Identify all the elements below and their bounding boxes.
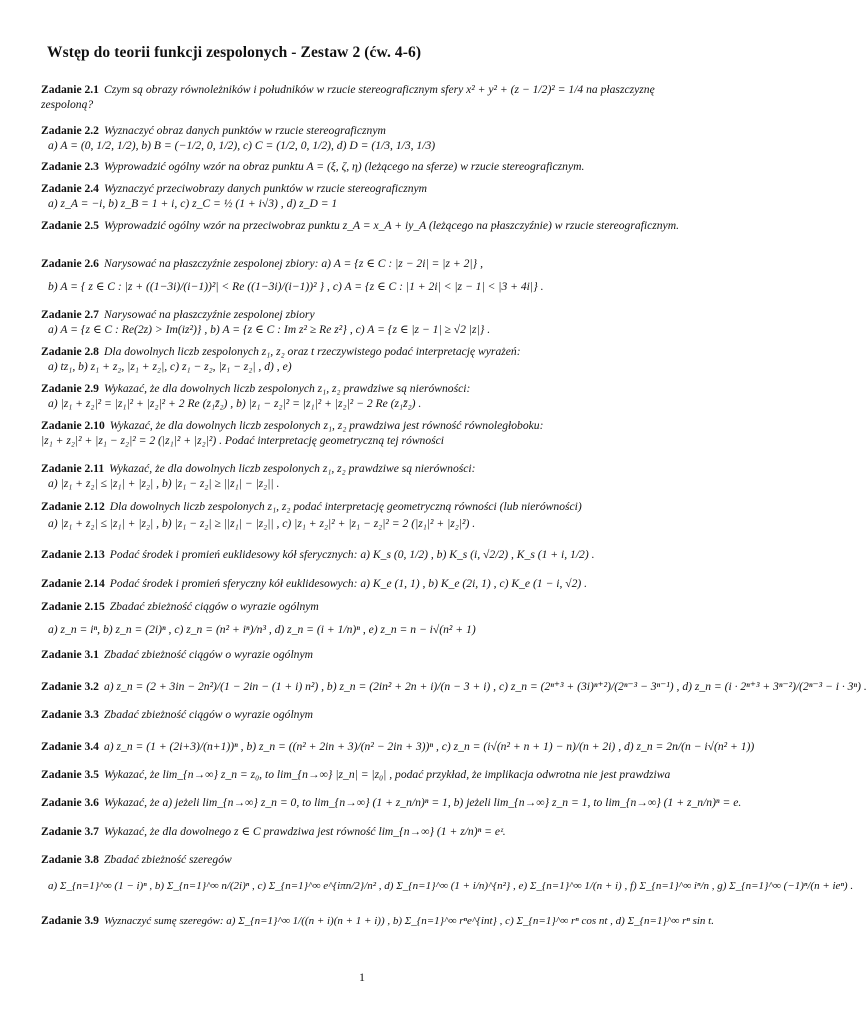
problem-3-8 bbox=[41, 852, 854, 894]
problem-text: Wyprowadzić ogólny wzór na przeciwobraz punktu z_A = x_A + iy_A (leżącego na płaszczyźnie) w rzucie stereograficznym. bbox=[103, 219, 679, 232]
problem-label: Zadanie 3.7 bbox=[41, 825, 99, 838]
problem-text: Wyznaczyć przeciwobrazy danych punktów w rzucie stereograficznym bbox=[103, 182, 428, 195]
problem-label: Zadanie 3.3 bbox=[41, 708, 99, 721]
problem-3-1 bbox=[41, 647, 691, 662]
problem-label: Zadanie 3.5 bbox=[41, 768, 99, 781]
problem-label: Zadanie 2.10 bbox=[41, 419, 105, 432]
problem-2-3 bbox=[41, 159, 691, 174]
problem-2-13 bbox=[41, 547, 691, 562]
problem-label: Zadanie 2.4 bbox=[41, 182, 99, 195]
problem-3-6 bbox=[41, 795, 742, 810]
problem-text: Narysować na płaszczyźnie zespolonej zbiory bbox=[103, 308, 315, 321]
problem-label: Zadanie 3.9 bbox=[41, 914, 99, 927]
problem-label: Zadanie 2.5 bbox=[41, 219, 99, 232]
problem-label: Zadanie 3.8 bbox=[41, 853, 99, 866]
problem-2-11 bbox=[41, 461, 691, 491]
problem-2-9 bbox=[41, 381, 691, 411]
problem-text: Zbadać zbieżność ciągów o wyrazie ogólnym bbox=[103, 648, 313, 661]
problem-2-2 bbox=[41, 123, 691, 153]
problem-2-6 bbox=[41, 256, 691, 294]
problem-subitems: a) |z₁ + z₂|² = |z₁|² + |z₂|² + 2 Re (z₁z̄₂) , b) |z₁ − z₂|² = |z₁|² + |z₂|² − 2 Re (z₁z̄₂) . bbox=[48, 397, 422, 410]
problem-3-4 bbox=[41, 739, 755, 754]
problem-text: Zbadać zbieżność ciągów o wyrazie ogólnym bbox=[103, 708, 313, 721]
problem-text: Dla dowolnych liczb zespolonych z₁, z₂ podać interpretację geometryczną równości (lub nierówności) bbox=[109, 500, 582, 513]
problem-text: Wyznaczyć sumę szeregów: a) Σ_{n=1}^∞ 1/((n + i)(n + 1 + i)) , b) Σ_{n=1}^∞ rⁿe^{int} , c) Σ_{n=1}^∞ rⁿ cos nt , d) Σ_{n=1}^∞ rⁿ sin t. bbox=[103, 915, 714, 927]
problem-subitems: a) A = (0, 1/2, 1/2), b) B = (−1/2, 0, 1/2), c) C = (1/2, 0, 1/2), d) D = (1/3, 1/3, 1/3) bbox=[48, 139, 436, 152]
problem-subitems: a) A = {z ∈ C : Re(2z) > Im(iz²)} , b) A = {z ∈ C : Im z² ≥ Re z²} , c) A = {z ∈ |z − 1| ≥ √2 |z|} . bbox=[48, 323, 491, 336]
problem-2-5 bbox=[41, 218, 691, 233]
problem-text: Wykazać, że dla dowolnych liczb zespolonych z₁, z₂ prawdziwa jest równość równoległoboku: bbox=[109, 419, 544, 432]
problem-label: Zadanie 3.2 bbox=[41, 680, 99, 693]
problem-3-9 bbox=[41, 913, 714, 929]
problem-subitems: a) tz₁, b) z₁ + z₂, |z₁ + z₂|, c) z₁ − z₂, |z₁ − z₂| , d) , e) bbox=[48, 360, 292, 373]
problem-label: Zadanie 2.8 bbox=[41, 345, 99, 358]
problem-2-1 bbox=[41, 82, 691, 112]
problem-text: a) z_n = (1 + (2i+3)/(n+1))ⁿ , b) z_n = ((n² + 2in + 3)/(n² − 2in + 3))ⁿ , c) z_n = (i√(n² + n + 1) − n)/(n + 2i) , d) z_n = 2n/(n − i√(n² + 1)) bbox=[103, 740, 755, 753]
problem-2-8 bbox=[41, 344, 691, 374]
problem-label: Zadanie 2.11 bbox=[41, 462, 105, 475]
problem-label: Zadanie 3.6 bbox=[41, 796, 99, 809]
problem-text: Wykazać, że dla dowolnych liczb zespolonych z₁, z₂ prawdziwe są nierówności: bbox=[103, 382, 471, 395]
problem-3-7 bbox=[41, 824, 691, 839]
problem-label: Zadanie 2.1 bbox=[41, 83, 99, 96]
problem-text: Wyznaczyć obraz danych punktów w rzucie stereograficznym bbox=[103, 124, 386, 137]
problem-subitems: a) z_n = iⁿ, b) z_n = (2i)ⁿ , c) z_n = (n² + iⁿ)/n³ , d) z_n = (i + 1/n)ⁿ , e) z_n = n − i√(n² + 1) bbox=[48, 623, 476, 636]
problem-2-10 bbox=[41, 418, 691, 448]
problem-label: Zadanie 3.4 bbox=[41, 740, 99, 753]
page-title: Wstęp do teorii funkcji zespolonych - Zestaw 2 (ćw. 4-6) bbox=[47, 44, 422, 61]
problem-text: Wyprowadzić ogólny wzór na obraz punktu A = (ξ, ζ, η) (leżącego na sferze) w rzucie stereograficznym. bbox=[103, 160, 585, 173]
problem-text: Zbadać zbieżność ciągów o wyrazie ogólnym bbox=[109, 600, 319, 613]
problem-subitems: b) A = { z ∈ C : |z + ((1−3i)/(i−1))²| < Re ((1−3i)/(i−1))² } , c) A = {z ∈ C : |1 + 2i| < |z − 1| < |3 + 4i|} . bbox=[48, 280, 544, 293]
problem-subitems: a) Σ_{n=1}^∞ (1 − i)ⁿ , b) Σ_{n=1}^∞ n/(2i)ⁿ , c) Σ_{n=1}^∞ e^{iπn/2}/n² , d) Σ_{n=1}^∞ (1 + i/n)^{n²} , e) Σ_{n=1}^∞ 1/(n + i) , f) Σ_{n=1}^∞ iⁿ/n , g) Σ_{n=1}^∞ (−1)ⁿ/(n + ieⁿ) . bbox=[48, 880, 854, 892]
problem-subitems: a) |z₁ + z₂| ≤ |z₁| + |z₂| , b) |z₁ − z₂| ≥ ||z₁| − |z₂|| , c) |z₁ + z₂|² + |z₁ − z₂|² = 2 (|z₁|² + |z₂|²) . bbox=[48, 517, 476, 530]
problem-text: Wykazać, że a) jeżeli lim_{n→∞} z_n = 0, to lim_{n→∞} (1 + z_n/n)ⁿ = 1, b) jeżeli lim_{n→∞} z_n = 1, to lim_{n→∞} (1 + z_n/n)ⁿ = e. bbox=[103, 796, 742, 809]
problem-2-4 bbox=[41, 181, 691, 211]
problem-label: Zadanie 2.7 bbox=[41, 308, 99, 321]
problem-subitems: |z₁ + z₂|² + |z₁ − z₂|² = 2 (|z₁|² + |z₂|²) . Podać interpretację geometryczną tej równości bbox=[41, 434, 445, 447]
problem-text: Dla dowolnych liczb zespolonych z₁, z₂ oraz t rzeczywistego podać interpretację wyrażeń: bbox=[103, 345, 521, 358]
problem-2-14 bbox=[41, 576, 691, 591]
problem-label: Zadanie 2.12 bbox=[41, 500, 105, 513]
problem-text: Wykazać, że dla dowolnego z ∈ C prawdziwa jest równość lim_{n→∞} (1 + z/n)ⁿ = eᶻ. bbox=[103, 825, 506, 838]
problem-label: Zadanie 2.15 bbox=[41, 600, 105, 613]
problem-label: Zadanie 2.13 bbox=[41, 548, 105, 561]
problem-text: Wykazać, że dla dowolnych liczb zespolonych z₁, z₂ prawdziwe są nierówności: bbox=[109, 462, 476, 475]
problem-3-3 bbox=[41, 707, 691, 722]
problem-subitems: a) z_A = −i, b) z_B = 1 + i, c) z_C = ½ (1 + i√3) , d) z_D = 1 bbox=[48, 197, 338, 210]
problem-label: Zadanie 2.6 bbox=[41, 257, 99, 270]
problem-text: a) z_n = (2 + 3in − 2n²)/(1 − 2in − (1 + i) n²) , b) z_n = (2in² + 2n + i)/(n − 3 + i) , c) z_n = (2ⁿ⁺³ + (3i)ⁿ⁺²)/(2ⁿ⁻³ − 3ⁿ⁻¹) , d) z_n = (i · 2ⁿ⁺³ + 3ⁿ⁻²)/(2ⁿ⁻³ − i · 3ⁿ) . bbox=[103, 680, 867, 693]
problem-text: Czym są obrazy równoleżników i południków w rzucie stereograficznym sfery x² + y² + (z − 1/2)² = 1/4 na płaszczyznę zespoloną? bbox=[41, 83, 655, 111]
problem-label: Zadanie 2.2 bbox=[41, 124, 99, 137]
problem-text: Narysować na płaszczyźnie zespolonej zbiory: a) A = {z ∈ C : |z − 2i| = |z + 2|} , bbox=[103, 257, 483, 270]
problem-label: Zadanie 2.9 bbox=[41, 382, 99, 395]
problem-label: Zadanie 2.3 bbox=[41, 160, 99, 173]
problem-3-5 bbox=[41, 767, 691, 782]
problem-2-7 bbox=[41, 307, 691, 337]
problem-text: Podać środek i promień sferyczny kół euklidesowych: a) K_e (1, 1) , b) K_e (2i, 1) , c) K_e (1 − i, √2) . bbox=[109, 577, 588, 590]
problem-subitems: a) |z₁ + z₂| ≤ |z₁| + |z₂| , b) |z₁ − z₂| ≥ ||z₁| − |z₂|| . bbox=[48, 477, 280, 490]
problem-label: Zadanie 3.1 bbox=[41, 648, 99, 661]
problem-text: Zbadać zbieżność szeregów bbox=[103, 853, 232, 866]
problem-2-12 bbox=[41, 499, 691, 531]
problem-label: Zadanie 2.14 bbox=[41, 577, 105, 590]
problem-text: Podać środek i promień euklidesowy kół sferycznych: a) K_s (0, 1/2) , b) K_s (i, √2/2) , K_s (1 + i, 1/2) . bbox=[109, 548, 595, 561]
problem-text: Wykazać, że lim_{n→∞} z_n = z₀, to lim_{n→∞} |z_n| = |z₀| , podać przykład, że implikacja odwrotna nie jest prawdziwa bbox=[103, 768, 671, 781]
problem-3-2 bbox=[41, 679, 867, 694]
page-number: 1 bbox=[359, 970, 365, 984]
problem-2-15 bbox=[41, 599, 691, 637]
